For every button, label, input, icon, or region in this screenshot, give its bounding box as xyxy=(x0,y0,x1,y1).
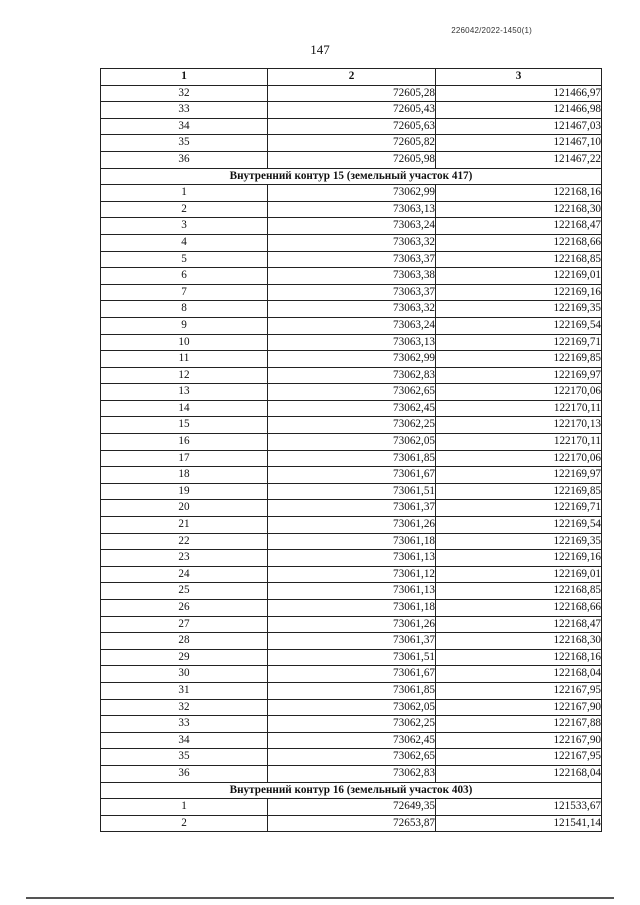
point-number-cell: 33 xyxy=(101,716,268,733)
point-number-cell: 2 xyxy=(101,815,268,832)
table-row xyxy=(101,185,602,202)
table-row xyxy=(101,268,602,285)
table-row xyxy=(101,682,602,699)
table-row xyxy=(101,765,602,782)
x-coordinate-cell: 73063,37 xyxy=(268,251,436,268)
table-row xyxy=(101,417,602,434)
x-coordinate-cell: 73062,99 xyxy=(268,185,436,202)
y-coordinate-cell: 121541,14 xyxy=(436,815,602,832)
y-coordinate-cell: 122169,35 xyxy=(436,301,602,318)
y-coordinate-cell: 122168,04 xyxy=(436,666,602,683)
x-coordinate-cell: 73063,38 xyxy=(268,268,436,285)
x-coordinate-cell: 73061,18 xyxy=(268,600,436,617)
table-row xyxy=(101,102,602,119)
y-coordinate-cell: 122168,16 xyxy=(436,649,602,666)
x-coordinate-cell: 73062,25 xyxy=(268,716,436,733)
x-coordinate-cell: 73061,37 xyxy=(268,500,436,517)
point-number-cell: 22 xyxy=(101,533,268,550)
y-coordinate-cell: 122169,54 xyxy=(436,317,602,334)
x-coordinate-cell: 73061,26 xyxy=(268,517,436,534)
table-row xyxy=(101,799,602,816)
page-bottom-rule xyxy=(26,897,614,899)
point-number-cell: 16 xyxy=(101,434,268,451)
y-coordinate-cell: 122167,90 xyxy=(436,699,602,716)
y-coordinate-cell: 122169,35 xyxy=(436,533,602,550)
point-number-cell: 8 xyxy=(101,301,268,318)
y-coordinate-cell: 122170,11 xyxy=(436,434,602,451)
column-header-y: 3 xyxy=(436,69,602,86)
x-coordinate-cell: 73061,51 xyxy=(268,649,436,666)
table-row xyxy=(101,351,602,368)
y-coordinate-cell: 121467,10 xyxy=(436,135,602,152)
x-coordinate-cell: 73062,65 xyxy=(268,384,436,401)
point-number-cell: 20 xyxy=(101,500,268,517)
y-coordinate-cell: 121466,97 xyxy=(436,85,602,102)
y-coordinate-cell: 122168,66 xyxy=(436,234,602,251)
table-row xyxy=(101,284,602,301)
point-number-cell: 34 xyxy=(101,732,268,749)
table-row xyxy=(101,450,602,467)
x-coordinate-cell: 73062,65 xyxy=(268,749,436,766)
point-number-cell: 1 xyxy=(101,185,268,202)
table-row xyxy=(101,400,602,417)
y-coordinate-cell: 122169,01 xyxy=(436,268,602,285)
point-number-cell: 10 xyxy=(101,334,268,351)
column-header-number: 1 xyxy=(101,69,268,86)
point-number-cell: 29 xyxy=(101,649,268,666)
point-number-cell: 27 xyxy=(101,616,268,633)
table-row xyxy=(101,616,602,633)
point-number-cell: 5 xyxy=(101,251,268,268)
point-number-cell: 21 xyxy=(101,517,268,534)
table-row xyxy=(101,550,602,567)
y-coordinate-cell: 122168,04 xyxy=(436,765,602,782)
x-coordinate-cell: 72605,63 xyxy=(268,118,436,135)
point-number-cell: 13 xyxy=(101,384,268,401)
x-coordinate-cell: 73061,85 xyxy=(268,682,436,699)
point-number-cell: 35 xyxy=(101,749,268,766)
table-row xyxy=(101,699,602,716)
point-number-cell: 23 xyxy=(101,550,268,567)
section-header-row xyxy=(101,782,602,799)
table-header-row xyxy=(101,69,602,86)
table-row xyxy=(101,135,602,152)
x-coordinate-cell: 72649,35 xyxy=(268,799,436,816)
section-title: Внутренний контур 16 (земельный участок 403) xyxy=(101,782,602,799)
table-row xyxy=(101,815,602,832)
y-coordinate-cell: 122169,97 xyxy=(436,467,602,484)
point-number-cell: 1 xyxy=(101,799,268,816)
table-row xyxy=(101,118,602,135)
y-coordinate-cell: 122168,85 xyxy=(436,583,602,600)
table-row xyxy=(101,732,602,749)
document-id: 226042/2022-1450(1) xyxy=(451,26,532,35)
point-number-cell: 28 xyxy=(101,633,268,650)
table-row xyxy=(101,517,602,534)
point-number-cell: 4 xyxy=(101,234,268,251)
x-coordinate-cell: 73061,37 xyxy=(268,633,436,650)
point-number-cell: 14 xyxy=(101,400,268,417)
point-number-cell: 25 xyxy=(101,583,268,600)
y-coordinate-cell: 122169,85 xyxy=(436,483,602,500)
y-coordinate-cell: 121467,22 xyxy=(436,151,602,168)
point-number-cell: 36 xyxy=(101,151,268,168)
x-coordinate-cell: 73063,13 xyxy=(268,201,436,218)
x-coordinate-cell: 73063,24 xyxy=(268,218,436,235)
table-row xyxy=(101,218,602,235)
x-coordinate-cell: 73061,18 xyxy=(268,533,436,550)
point-number-cell: 34 xyxy=(101,118,268,135)
point-number-cell: 18 xyxy=(101,467,268,484)
table-row xyxy=(101,301,602,318)
x-coordinate-cell: 73061,67 xyxy=(268,666,436,683)
y-coordinate-cell: 122167,95 xyxy=(436,749,602,766)
y-coordinate-cell: 122167,95 xyxy=(436,682,602,699)
x-coordinate-cell: 73061,51 xyxy=(268,483,436,500)
table-row xyxy=(101,434,602,451)
point-number-cell: 6 xyxy=(101,268,268,285)
point-number-cell: 19 xyxy=(101,483,268,500)
table-row xyxy=(101,317,602,334)
x-coordinate-cell: 73063,32 xyxy=(268,234,436,251)
x-coordinate-cell: 72605,98 xyxy=(268,151,436,168)
section-title: Внутренний контур 15 (земельный участок 417) xyxy=(101,168,602,185)
x-coordinate-cell: 73063,24 xyxy=(268,317,436,334)
y-coordinate-cell: 122167,88 xyxy=(436,716,602,733)
column-header-x: 2 xyxy=(268,69,436,86)
y-coordinate-cell: 122169,97 xyxy=(436,367,602,384)
y-coordinate-cell: 122168,47 xyxy=(436,218,602,235)
y-coordinate-cell: 121467,03 xyxy=(436,118,602,135)
table-row xyxy=(101,716,602,733)
x-coordinate-cell: 73062,83 xyxy=(268,765,436,782)
y-coordinate-cell: 122169,01 xyxy=(436,566,602,583)
x-coordinate-cell: 73061,85 xyxy=(268,450,436,467)
table-row xyxy=(101,666,602,683)
x-coordinate-cell: 73062,05 xyxy=(268,434,436,451)
x-coordinate-cell: 72605,28 xyxy=(268,85,436,102)
table-row xyxy=(101,566,602,583)
y-coordinate-cell: 122170,06 xyxy=(436,450,602,467)
y-coordinate-cell: 122168,30 xyxy=(436,201,602,218)
point-number-cell: 2 xyxy=(101,201,268,218)
table-row xyxy=(101,500,602,517)
y-coordinate-cell: 122169,54 xyxy=(436,517,602,534)
coordinates-table xyxy=(100,68,602,832)
point-number-cell: 9 xyxy=(101,317,268,334)
y-coordinate-cell: 122170,13 xyxy=(436,417,602,434)
y-coordinate-cell: 121466,98 xyxy=(436,102,602,119)
table-row xyxy=(101,600,602,617)
y-coordinate-cell: 122168,66 xyxy=(436,600,602,617)
table-row xyxy=(101,85,602,102)
table-row xyxy=(101,367,602,384)
x-coordinate-cell: 72605,43 xyxy=(268,102,436,119)
y-coordinate-cell: 122169,16 xyxy=(436,284,602,301)
y-coordinate-cell: 122169,71 xyxy=(436,500,602,517)
y-coordinate-cell: 122170,11 xyxy=(436,400,602,417)
x-coordinate-cell: 73062,45 xyxy=(268,732,436,749)
x-coordinate-cell: 73063,37 xyxy=(268,284,436,301)
y-coordinate-cell: 121533,67 xyxy=(436,799,602,816)
point-number-cell: 30 xyxy=(101,666,268,683)
y-coordinate-cell: 122168,47 xyxy=(436,616,602,633)
x-coordinate-cell: 73062,45 xyxy=(268,400,436,417)
y-coordinate-cell: 122170,06 xyxy=(436,384,602,401)
table-row xyxy=(101,384,602,401)
table-row xyxy=(101,583,602,600)
table-row xyxy=(101,533,602,550)
y-coordinate-cell: 122169,71 xyxy=(436,334,602,351)
y-coordinate-cell: 122167,90 xyxy=(436,732,602,749)
point-number-cell: 15 xyxy=(101,417,268,434)
table-row xyxy=(101,649,602,666)
point-number-cell: 26 xyxy=(101,600,268,617)
y-coordinate-cell: 122169,16 xyxy=(436,550,602,567)
y-coordinate-cell: 122168,85 xyxy=(436,251,602,268)
table-row xyxy=(101,201,602,218)
y-coordinate-cell: 122168,30 xyxy=(436,633,602,650)
point-number-cell: 3 xyxy=(101,218,268,235)
x-coordinate-cell: 72653,87 xyxy=(268,815,436,832)
table-row xyxy=(101,749,602,766)
x-coordinate-cell: 72605,82 xyxy=(268,135,436,152)
x-coordinate-cell: 73062,99 xyxy=(268,351,436,368)
point-number-cell: 12 xyxy=(101,367,268,384)
table-row xyxy=(101,483,602,500)
table-body xyxy=(101,85,602,832)
point-number-cell: 17 xyxy=(101,450,268,467)
y-coordinate-cell: 122168,16 xyxy=(436,185,602,202)
x-coordinate-cell: 73061,12 xyxy=(268,566,436,583)
page-number: 147 xyxy=(310,42,330,57)
table-row xyxy=(101,633,602,650)
x-coordinate-cell: 73063,32 xyxy=(268,301,436,318)
x-coordinate-cell: 73061,13 xyxy=(268,583,436,600)
x-coordinate-cell: 73062,05 xyxy=(268,699,436,716)
table-row xyxy=(101,334,602,351)
point-number-cell: 36 xyxy=(101,765,268,782)
table-row xyxy=(101,251,602,268)
x-coordinate-cell: 73061,67 xyxy=(268,467,436,484)
point-number-cell: 11 xyxy=(101,351,268,368)
point-number-cell: 7 xyxy=(101,284,268,301)
table-row xyxy=(101,151,602,168)
point-number-cell: 32 xyxy=(101,85,268,102)
x-coordinate-cell: 73061,26 xyxy=(268,616,436,633)
point-number-cell: 31 xyxy=(101,682,268,699)
point-number-cell: 24 xyxy=(101,566,268,583)
x-coordinate-cell: 73063,13 xyxy=(268,334,436,351)
point-number-cell: 32 xyxy=(101,699,268,716)
x-coordinate-cell: 73062,25 xyxy=(268,417,436,434)
point-number-cell: 35 xyxy=(101,135,268,152)
y-coordinate-cell: 122169,85 xyxy=(436,351,602,368)
x-coordinate-cell: 73062,83 xyxy=(268,367,436,384)
point-number-cell: 33 xyxy=(101,102,268,119)
section-header-row xyxy=(101,168,602,185)
x-coordinate-cell: 73061,13 xyxy=(268,550,436,567)
table-row xyxy=(101,467,602,484)
table-row xyxy=(101,234,602,251)
